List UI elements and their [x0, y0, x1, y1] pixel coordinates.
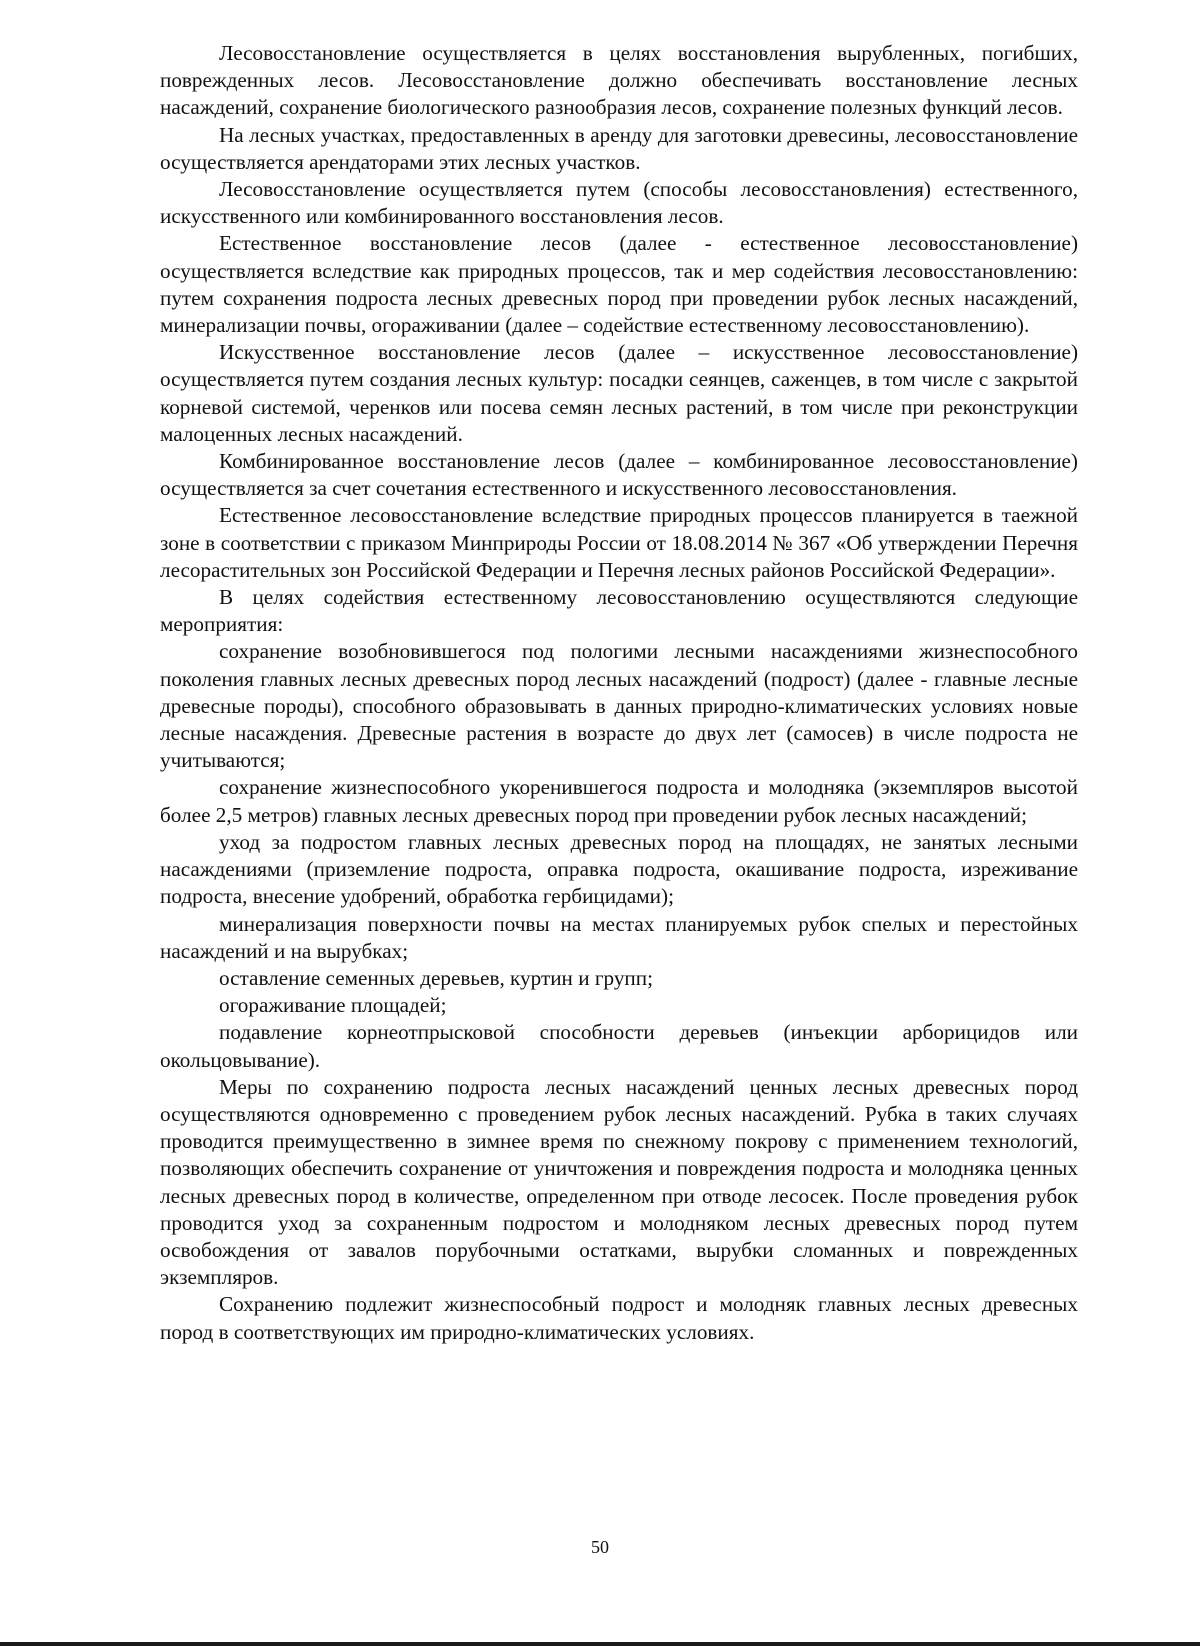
list-item: уход за подростом главных лесных древесных пород на площадях, не занятых лесными насаждениями (приземление подроста, оправка подроста, окашивание подроста, изреживание подроста, внесение удобрений, обработка гербицидами); [160, 829, 1078, 909]
paragraph: Искусственное восстановление лесов (далее – искусственное лесовосстановление) осуществляется путем создания лесных культур: посадки сеянцев, саженцев, в том числе с закрытой корневой системой, черенков или посева семян лесных растений, в том числе при реконструкции малоценных лесных насаждений. [160, 340, 1078, 446]
list-item: минерализация поверхности почвы на местах планируемых рубок спелых и перестойных насаждений и на вырубках; [160, 911, 1078, 963]
paragraph: Лесовосстановление осуществляется в целях восстановления вырубленных, погибших, поврежденных лесов. Лесовосстановление должно обеспечивать восстановление лесных насаждений, сохранение биологического разнообразия лесов, сохранение полезных функций лесов. [160, 41, 1078, 120]
paragraph: Меры по сохранению подроста лесных насаждений ценных лесных древесных пород осуществляются одновременно с проведением рубок лесных насаждений. Рубка в таких случаях проводится преимущественно в зимнее время по снежному покрову с применением технологий, позволяющих обеспечить сохранение от уничтожения и повреждения подроста и молодняка ценных лесных древесных пород в количестве, определенном при отводе лесосек. После проведения рубок проводится уход за сохраненным подростом и молодняком лесных древесных пород путем освобождения от завалов порубочными остатками, вырубки сломанных и поврежденных экземпляров. [160, 1074, 1078, 1290]
document-body [160, 40, 1078, 1346]
page-number: 50 [591, 1537, 609, 1557]
paragraph: В целях содействия естественному лесовосстановлению осуществляются следующие мероприятия: [160, 585, 1078, 637]
paragraph: Сохранению подлежит жизнеспособный подрост и молодняк главных лесных древесных пород в соответствующих им природно-климатических условиях. [160, 1292, 1078, 1344]
list-item: сохранение возобновившегося под пологими лесными насаждениями жизнеспособного поколения главных лесных древесных пород лесных насаждений (подрост) (далее - главные лесные древесные породы), способного образовывать в данных природно-климатических условиях новые лесные насаждения. Древесные растения в возрасте до двух лет (самосев) в числе подроста не учитываются; [160, 639, 1078, 773]
paragraph: На лесных участках, предоставленных в аренду для заготовки древесины, лесовосстановление осуществляется арендаторами этих лесных участков. [160, 122, 1078, 174]
list-item: огораживание площадей; [219, 993, 447, 1018]
list-item: оставление семенных деревьев, куртин и групп; [219, 965, 653, 990]
list-item: подавление корнеотпрысковой способности деревьев (инъекции арборицидов или окольцовывание). [160, 1020, 1078, 1072]
paragraph: Лесовосстановление осуществляется путем (способы лесовосстановления) естественного, искусственного или комбинированного восстановления лесов. [160, 177, 1078, 229]
paragraph: Комбинированное восстановление лесов (далее – комбинированное лесовосстановление) осуществляется за счет сочетания естественного и искусственного лесовосстановления. [160, 449, 1078, 501]
bottom-rule [0, 1642, 1200, 1646]
paragraph: Естественное лесовосстановление вследствие природных процессов планируется в таежной зоне в соответствии с приказом Минприроды России от 18.08.2014 № 367 «Об утверждении Перечня лесорастительных зон Российской Федерации и Перечня лесных районов Российской Федерации». [160, 503, 1078, 582]
paragraph: Естественное восстановление лесов (далее - естественное лесовосстановление) осуществляется вследствие как природных процессов, так и мер содействия лесовосстановлению: путем сохранения подроста лесных древесных пород при проведении рубок лесных насаждений, минерализации почвы, огораживании (далее – содействие естественному лесовосстановлению). [160, 231, 1078, 338]
list-item: сохранение жизнеспособного укоренившегося подроста и молодняка (экземпляров высотой более 2,5 метров) главных лесных древесных пород при проведении рубок лесных насаждений; [160, 775, 1078, 827]
